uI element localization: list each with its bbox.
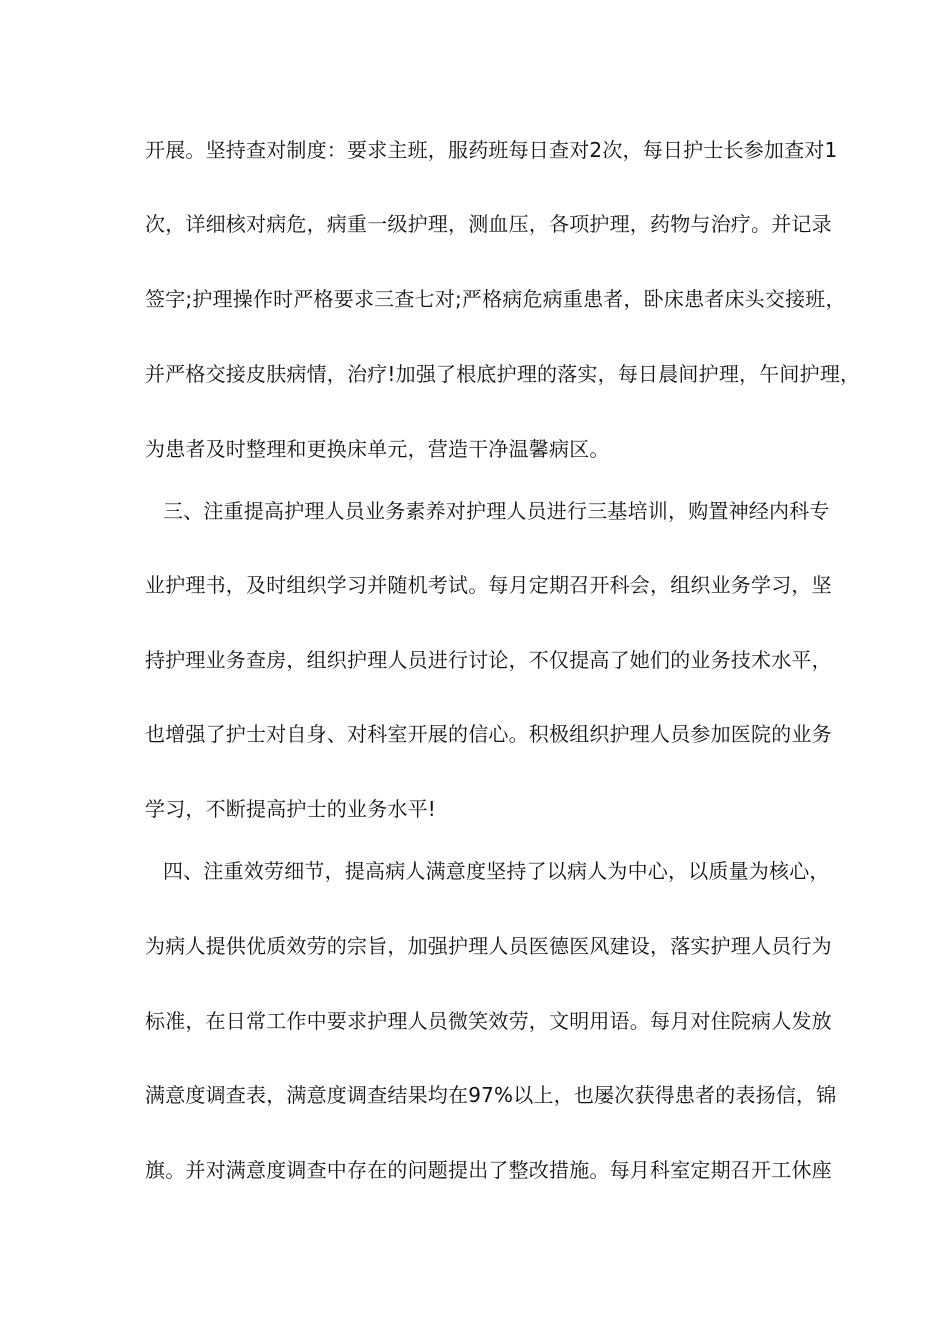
text-line: 签字;护理操作时严格要求三查七对;严格病危病重患者，卧床患者床头交接班， (145, 287, 846, 311)
text-line: 为病人提供优质效劳的宗旨，加强护理人员医德医风建设，落实护理人员行为 (145, 934, 832, 958)
text-line: 也增强了护士对自身、对科室开展的信心。积极组织护理人员参加医院的业务 (145, 722, 832, 746)
section-heading-line: 四、注重效劳细节，提高病人满意度坚持了以病人为中心，以质量为核心， (163, 859, 830, 883)
text-line: 并严格交接皮肤病情，治疗!加强了根底护理的落实，每日晨间护理，午间护理， (145, 362, 861, 386)
text-line: 业护理书，及时组织学习并随机考试。每月定期召开科会，组织业务学习，坚 (145, 573, 832, 597)
text-line: 标准，在日常工作中要求护理人员微笑效劳，文明用语。每月对住院病人发放 (145, 1009, 832, 1033)
text-line: 开展。坚持查对制度：要求主班，服药班每日查对2次，每日护士长参加查对1 (145, 138, 838, 162)
text-line: 满意度调查表，满意度调查结果均在97%以上，也屡次获得患者的表扬信，锦 (145, 1083, 837, 1107)
text-line: 学习，不断提高护士的业务水平! (145, 797, 437, 821)
text-line: 旗。并对满意度调查中存在的问题提出了整改措施。每月科室定期召开工休座 (145, 1158, 832, 1182)
text-line: 次，详细核对病危，病重一级护理，测血压，各项护理，药物与治疗。并记录 (145, 212, 832, 236)
text-line: 为患者及时整理和更换床单元，营造干净温馨病区。 (145, 437, 610, 461)
text-line: 持护理业务查房，组织护理人员进行讨论，不仅提高了她们的业务技术水平， (145, 648, 832, 672)
section-heading-line: 三、注重提高护理人员业务素养对护理人员进行三基培训，购置神经内科专 (163, 499, 830, 523)
